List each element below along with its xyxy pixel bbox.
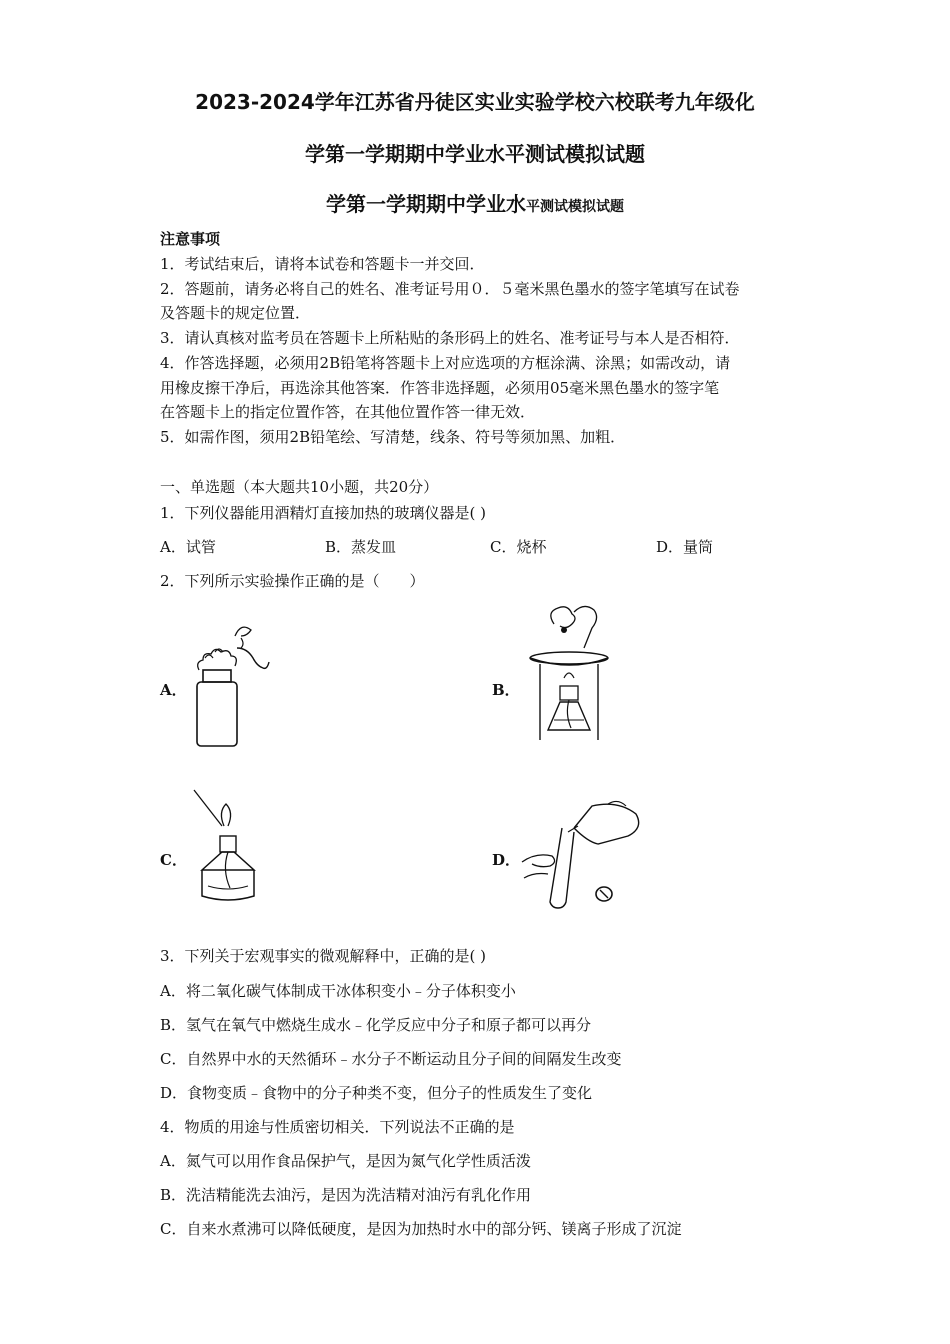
smelling-gas-illustration: [185, 618, 275, 750]
notice-item: 3．请认真核对监考员在答题卡上所粘贴的条形码上的姓名、准考证号与本人是否相符．: [160, 329, 740, 347]
title-line3-big: 学第一学期期中学业水: [326, 192, 526, 216]
q3-option-d: D．食物变质﹣食物中的分子种类不变，但分子的性质发生了变化: [160, 1084, 593, 1102]
notice-heading: 注意事项: [160, 230, 221, 248]
notice-item: 用橡皮擦干净后，再选涂其他答案．作答非选择题，必须用05毫米黑色墨水的签字笔: [160, 379, 720, 397]
q4-option-b: B．洗洁精能洗去油污，是因为洗洁精对油污有乳化作用: [160, 1186, 532, 1204]
exam-title-line2: 学第一学期期中学业水平测试模拟试题: [305, 142, 645, 166]
title-line3-small: 平测试模拟试题: [526, 199, 624, 215]
q2-label-d: D．: [492, 851, 521, 869]
q2-label-b: B．: [492, 681, 520, 699]
notice-item: 及答题卡的规定位置．: [160, 304, 311, 322]
exam-title-line1: 2023-2024学年江苏省丹徒区实业实验学校六校联考九年级化: [195, 90, 755, 114]
evaporating-dish-illustration: [524, 600, 614, 746]
q1-option-a: A．试管: [160, 538, 216, 556]
q4-option-c: C．自来水煮沸可以降低硬度，是因为加热时水中的部分钙、镁离子形成了沉淀: [160, 1220, 682, 1238]
notice-item: 1．考试结束后，请将本试卷和答题卡一并交回．: [160, 255, 485, 273]
alcohol-lamp-illustration: [188, 786, 268, 914]
q1-option-c: C．烧杯: [490, 538, 547, 556]
q3-option-a: A．将二氧化碳气体制成干冰体积变小﹣分子体积变小: [160, 982, 516, 1000]
q3-option-c: C．自然界中水的天然循环﹣水分子不断运动且分子间的间隔发生改变: [160, 1050, 622, 1068]
q3-option-b: B．氢气在氧气中燃烧生成水﹣化学反应中分子和原子都可以再分: [160, 1016, 592, 1034]
pouring-liquid-illustration: [518, 798, 648, 910]
q2-label-c: C．: [160, 851, 187, 869]
q1-option-d: D．量筒: [656, 538, 714, 556]
question-1-stem: 1．下列仪器能用酒精灯直接加热的玻璃仪器是( ): [160, 504, 487, 522]
question-2-stem: 2．下列所示实验操作正确的是（ ）: [160, 572, 425, 590]
q4-option-a: A．氮气可以用作食品保护气，是因为氮气化学性质活泼: [160, 1152, 531, 1170]
notice-item: 在答题卡上的指定位置作答，在其他位置作答一律无效．: [160, 403, 536, 421]
notice-item: 2．答题前，请务必将自己的姓名、准考证号用０．５毫米黑色墨水的签字笔填写在试卷: [160, 280, 740, 298]
notice-item: 4．作答选择题，必须用2B铅笔将答题卡上对应选项的方框涂满、涂黑；如需改动，请: [160, 354, 731, 372]
section-heading: 一、单选题（本大题共10小题，共20分）: [160, 478, 439, 496]
question-3-stem: 3．下列关于宏观事实的微观解释中，正确的是( ): [160, 947, 487, 965]
question-4-stem: 4．物质的用途与性质密切相关．下列说法不正确的是: [160, 1118, 515, 1136]
notice-item: 5．如需作图，须用2B铅笔绘、写清楚，线条、符号等须加黑、加粗．: [160, 428, 626, 446]
q1-option-b: B．蒸发皿: [325, 538, 397, 556]
exam-title-line3: [0, 188, 950, 217]
q2-label-a: A．: [160, 681, 187, 699]
